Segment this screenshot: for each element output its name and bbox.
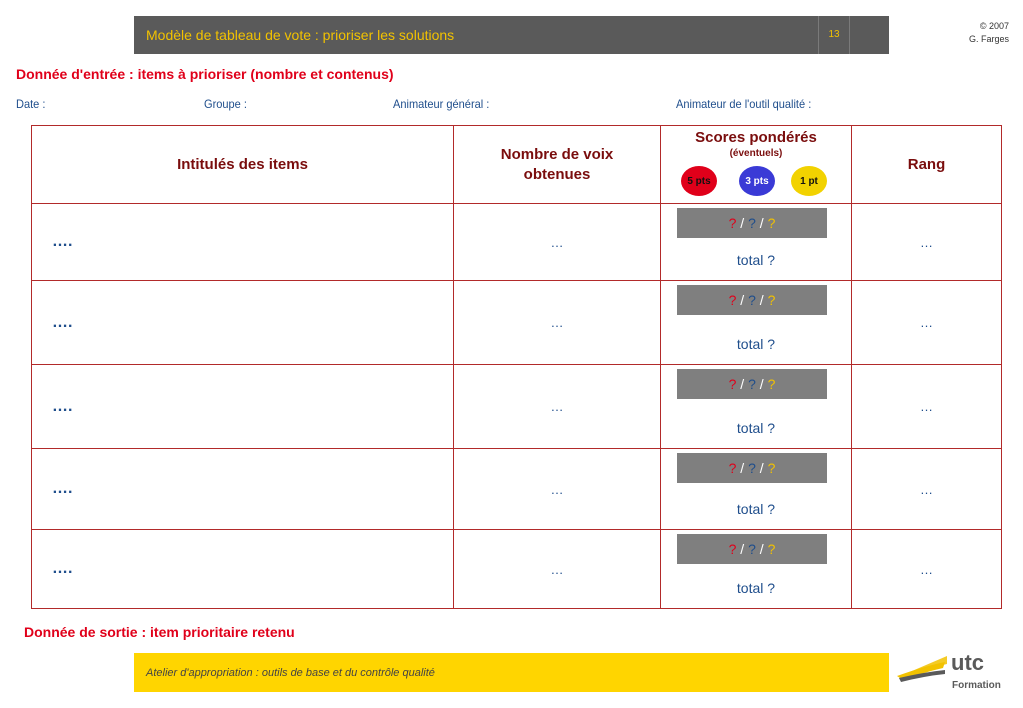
- item-text: ….: [52, 313, 73, 331]
- item-text: ….: [52, 397, 73, 415]
- divider: [849, 16, 850, 54]
- vote-table: [31, 125, 1002, 609]
- item-text: ….: [52, 560, 73, 577]
- rank-cell: …: [852, 530, 1002, 609]
- item-text: ….: [52, 233, 73, 250]
- score-separator: /: [736, 541, 749, 557]
- score-separator: /: [755, 376, 768, 392]
- output-heading: Donnée de sortie : item prioritaire retenu: [24, 624, 295, 640]
- score-5pts: ?: [728, 460, 737, 476]
- score-cell: [661, 204, 852, 281]
- score-1pt: ?: [767, 292, 776, 308]
- rank-cell: …: [852, 449, 1002, 530]
- table-row: [32, 530, 1002, 609]
- score-cell: [661, 449, 852, 530]
- chip-5-points: 5 pts: [681, 166, 717, 196]
- votes-cell: …: [454, 365, 661, 449]
- score-1pt: ?: [767, 460, 776, 476]
- footer-bar: [134, 653, 889, 692]
- page-number: 13: [828, 29, 840, 40]
- score-cell: [661, 365, 852, 449]
- scores-title: Scores pondérés: [695, 129, 817, 146]
- score-1pt: ?: [767, 541, 776, 557]
- score-separator: /: [736, 215, 749, 231]
- copyright-author: G. Farges: [968, 34, 1009, 44]
- score-separator: /: [755, 460, 768, 476]
- scores-subtitle: (éventuels): [729, 148, 783, 159]
- score-total: total ?: [736, 336, 776, 352]
- score-5pts: ?: [728, 215, 737, 231]
- logo-name: utc: [951, 650, 984, 675]
- score-separator: /: [736, 376, 749, 392]
- rank-cell: …: [852, 365, 1002, 449]
- score-3pts: ?: [748, 541, 756, 557]
- footer-text: Atelier d'appropriation : outils de base et du contrôle qualité: [146, 667, 435, 679]
- rank-cell: …: [852, 281, 1002, 365]
- score-3pts: ?: [748, 215, 756, 231]
- quality-facilitator-label: Animateur de l'outil qualité :: [676, 97, 812, 111]
- score-total: total ?: [736, 501, 776, 517]
- score-box: [677, 208, 827, 238]
- table-row: [32, 204, 1002, 281]
- table-row: [32, 449, 1002, 530]
- copyright-year: © 2007: [979, 21, 1009, 31]
- score-cell: [661, 530, 852, 609]
- col-header-items: Intitulés des items: [32, 126, 454, 204]
- score-3pts: ?: [748, 292, 756, 308]
- score-3pts: ?: [748, 376, 756, 392]
- col-header-votes: [454, 126, 661, 204]
- logo-subtitle: Formation: [952, 680, 1001, 691]
- item-cell: [32, 365, 454, 449]
- score-total: total ?: [736, 252, 776, 268]
- copyright: [969, 20, 1009, 46]
- table-row: [32, 281, 1002, 365]
- score-5pts: ?: [728, 541, 737, 557]
- item-cell: [32, 449, 454, 530]
- title-bar: [134, 16, 889, 54]
- score-total: total ?: [736, 580, 776, 596]
- score-separator: /: [736, 460, 749, 476]
- score-box: [677, 453, 827, 483]
- table-row: [32, 365, 1002, 449]
- score-box: [677, 534, 827, 564]
- rank-cell: …: [852, 204, 1002, 281]
- votes-cell: …: [454, 281, 661, 365]
- score-1pt: ?: [767, 215, 776, 231]
- col-header-rank: Rang: [852, 126, 1002, 204]
- item-cell: [32, 204, 454, 281]
- votes-cell: …: [454, 204, 661, 281]
- score-separator: /: [755, 541, 768, 557]
- score-5pts: ?: [728, 376, 737, 392]
- score-separator: /: [755, 292, 768, 308]
- score-box: [677, 369, 827, 399]
- score-total: total ?: [736, 420, 776, 436]
- score-cell: [661, 281, 852, 365]
- col-header-votes-label: Nombre de voix obtenues: [500, 145, 614, 183]
- score-separator: /: [736, 292, 749, 308]
- chip-3-points: 3 pts: [739, 166, 775, 196]
- votes-cell: …: [454, 449, 661, 530]
- date-label: Date :: [16, 97, 46, 111]
- input-heading: Donnée d'entrée : items à prioriser (nombre et contenus): [16, 66, 394, 82]
- col-header-scores: [661, 126, 852, 204]
- group-label: Groupe :: [204, 97, 247, 111]
- facilitator-label: Animateur général :: [393, 97, 490, 111]
- score-3pts: ?: [748, 460, 756, 476]
- score-separator: /: [755, 215, 768, 231]
- score-box: [677, 285, 827, 315]
- chip-1-point: 1 pt: [791, 166, 827, 196]
- table-header-row: [32, 126, 1002, 204]
- item-cell: [32, 530, 454, 609]
- score-1pt: ?: [767, 376, 776, 392]
- votes-cell: …: [454, 530, 661, 609]
- score-5pts: ?: [728, 292, 737, 308]
- utc-logo: [895, 650, 1015, 698]
- item-text: ….: [52, 480, 73, 497]
- page-title: Modèle de tableau de vote : prioriser les solutions: [146, 27, 455, 43]
- item-cell: [32, 281, 454, 365]
